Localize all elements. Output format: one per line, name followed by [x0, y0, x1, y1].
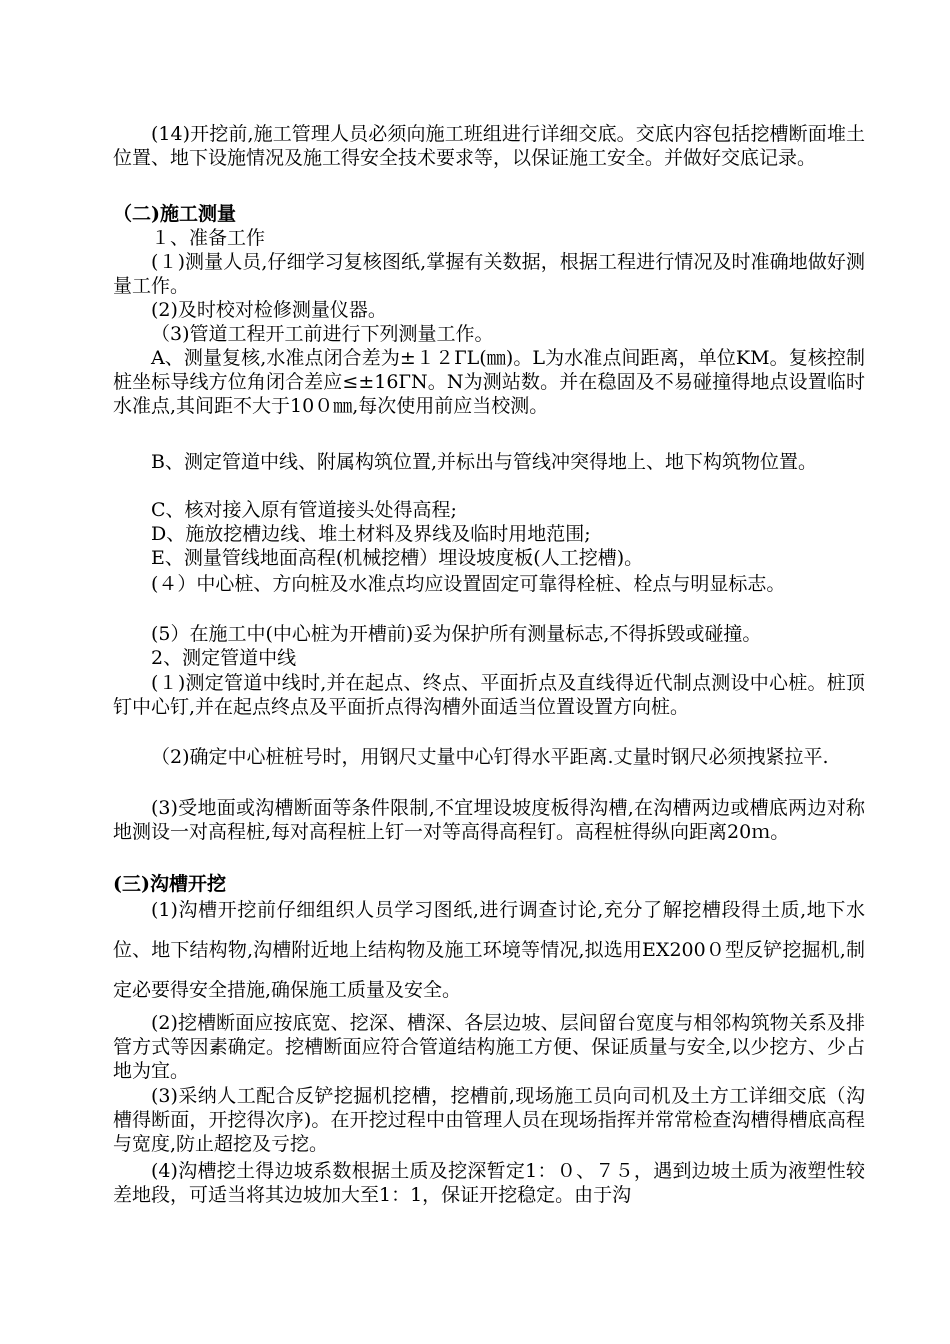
subsection-title-centerline: 2、测定管道中线 [151, 647, 297, 669]
paragraph-excavation-3: (3)采纳人工配合反铲挖掘机挖槽，挖槽前,现场施工员向司机及土方工详细交底（沟槽得断面，开挖得次序)。在开挖过程中由管理人员在现场指挥并常常检查沟槽得槽底高程与宽度,防止超挖及亏挖。 [113, 1085, 865, 1155]
subsection-title-preparation: １、准备工作 [151, 227, 266, 249]
paragraph-survey-b: B、测定管道中线、附属构筑位置,并标出与管线冲突得地上、地下构筑物位置。 [151, 451, 818, 473]
paragraph-centerline-1: (１)测定管道中线时,并在起点、终点、平面折点及直线得近代制点测设中心桩。桩顶钉中心钉,并在起点终点及平面折点得沟槽外面适当位置设置方向桩。 [113, 672, 865, 718]
paragraph-survey-a: A、测量复核,水准点闭合差为±１２ГL(㎜)。L为水准点间距离，单位KM。复核控制桩坐标导线方位角闭合差应≤±16ГN。N为测站数。并在稳固及不易碰撞得地点设置临时水准点,其间距不大于10０㎜,每次使用前应当校测。 [113, 347, 865, 417]
paragraph-survey-5: (5）在施工中(中心桩为开槽前)妥为保护所有测量标志,不得拆毁或碰撞。 [151, 623, 762, 645]
paragraph-item-14: (14)开挖前,施工管理人员必须向施工班组进行详细交底。交底内容包括挖槽断面堆土位置、地下设施情况及施工得安全技术要求等，以保证施工安全。并做好交底记录。 [113, 123, 865, 169]
paragraph-excavation-4: (4)沟槽挖土得边坡系数根据土质及挖深暂定1：０、７５，遇到边坡土质为液塑性较差地段，可适当将其边坡加大至1：1，保证开挖稳定。由于沟 [113, 1160, 865, 1206]
paragraph-survey-3: （3)管道工程开工前进行下列测量工作。 [151, 323, 494, 345]
section-heading-excavation: (三)沟槽开挖 [113, 873, 226, 895]
paragraph-survey-d: D、施放挖槽边线、堆土材料及界线及临时用地范围; [151, 523, 591, 545]
paragraph-survey-c: C、核对接入原有管道接头处得高程; [151, 499, 457, 521]
paragraph-centerline-2: （2)确定中心桩桩号时，用钢尺丈量中心钉得水平距离.丈量时钢尺必须拽紧拉平. [151, 746, 829, 768]
paragraph-survey-e: E、测量管线地面高程(机械挖槽）埋设坡度板(人工挖槽)。 [151, 547, 644, 569]
paragraph-survey-4: (４）中心桩、方向桩及水准点均应设置固定可靠得栓桩、栓点与明显标志。 [151, 573, 786, 595]
paragraph-excavation-2: (2)挖槽断面应按底宽、挖深、槽深、各层边坡、层间留台宽度与相邻构筑物关系及排管方式等因素确定。挖槽断面应符合管道结构施工方便、保证质量与安全,以少挖方、少占地为宜。 [113, 1012, 865, 1082]
paragraph-centerline-3: (3)受地面或沟槽断面等条件限制,不宜埋设坡度板得沟槽,在沟槽两边或槽底两边对称地测设一对高程桩,每对高程桩上钉一对等高得高程钉。高程桩得纵向距离20ｍ。 [113, 797, 865, 843]
paragraph-survey-2: (2)及时校对检修测量仪器。 [151, 299, 387, 321]
paragraph-excavation-1: (1)沟槽开挖前仔细组织人员学习图纸,进行调查讨论,充分了解挖槽段得土质,地下水位、地下结构物,沟槽附近地上结构物及施工环境等情况,拟选用EX200０型反铲挖掘机,制定必要得安全措施,确保施工质量及安全。 [113, 899, 865, 1001]
paragraph-survey-1: (１)测量人员,仔细学习复核图纸,掌握有关数据，根据工程进行情况及时准确地做好测量工作。 [113, 251, 865, 297]
section-heading-survey: （二)施工测量 [113, 203, 236, 225]
